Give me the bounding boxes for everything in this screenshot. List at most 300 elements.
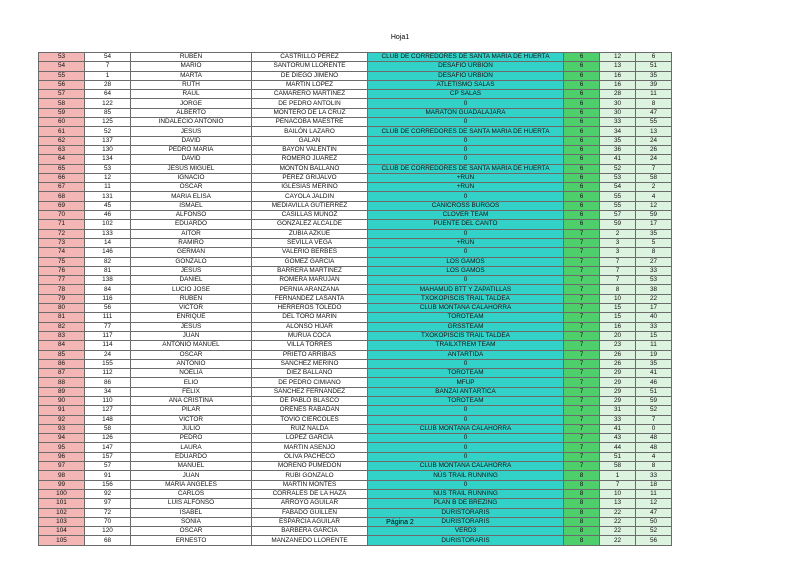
bib-number-cell: 11	[85, 183, 131, 192]
bib-number-cell: 110	[85, 396, 131, 405]
first-name-cell: ANTONIO MANUEL	[131, 341, 252, 350]
surname-cell: PEÑACOBA MAESTRE	[252, 118, 368, 127]
hours-cell: 7	[564, 285, 600, 294]
table-row	[39, 378, 672, 387]
hours-cell: 6	[564, 164, 600, 173]
table-row	[39, 415, 672, 424]
table-row	[39, 173, 672, 182]
seconds-cell: 53	[636, 276, 672, 285]
hours-cell: 6	[564, 118, 600, 127]
club-cell: PLAN B DE BREZING	[368, 499, 564, 508]
hours-cell: 6	[564, 99, 600, 108]
bib-number-cell: 58	[85, 424, 131, 433]
first-name-cell: CARLOS	[131, 489, 252, 498]
position-cell: 54	[39, 62, 85, 71]
club-cell: CANICROSS BURGOS	[368, 201, 564, 210]
seconds-cell: 11	[636, 489, 672, 498]
hours-cell: 6	[564, 80, 600, 89]
table-row	[39, 164, 672, 173]
surname-cell: BARBERA GARCÍA	[252, 527, 368, 536]
surname-cell: CASILLAS MUÑOZ	[252, 211, 368, 220]
minutes-cell: 13	[600, 499, 636, 508]
minutes-cell: 15	[600, 313, 636, 322]
first-name-cell: PEDRO MARIA	[131, 145, 252, 154]
seconds-cell: 26	[636, 145, 672, 154]
hours-cell: 8	[564, 499, 600, 508]
hours-cell: 6	[564, 136, 600, 145]
table-row	[39, 499, 672, 508]
minutes-cell: 33	[600, 415, 636, 424]
position-cell: 92	[39, 415, 85, 424]
first-name-cell: PEDRO	[131, 434, 252, 443]
bib-number-cell: 54	[85, 53, 131, 62]
table-row	[39, 211, 672, 220]
club-cell: ATLETISMO SALAS	[368, 80, 564, 89]
minutes-cell: 8	[600, 285, 636, 294]
club-cell: DURISTORARIS	[368, 517, 564, 526]
first-name-cell: MARIO	[131, 62, 252, 71]
surname-cell: ROMERA MARUJAN	[252, 276, 368, 285]
seconds-cell: 7	[636, 415, 672, 424]
table-row	[39, 536, 672, 545]
bib-number-cell: 122	[85, 99, 131, 108]
table-row	[39, 471, 672, 480]
first-name-cell: RUTH	[131, 80, 252, 89]
table-row	[39, 248, 672, 257]
club-cell: CLUB MONTAÑA CALAHORRA	[368, 462, 564, 471]
bib-number-cell: 45	[85, 201, 131, 210]
minutes-cell: 7	[600, 266, 636, 275]
position-cell: 87	[39, 369, 85, 378]
hours-cell: 8	[564, 536, 600, 545]
surname-cell: DE PEDRO CIMIANO	[252, 378, 368, 387]
club-cell: BANZAI ANTÁRTICA	[368, 387, 564, 396]
position-cell: 94	[39, 434, 85, 443]
first-name-cell: JUAN	[131, 471, 252, 480]
hours-cell: 7	[564, 322, 600, 331]
first-name-cell: VICTOR	[131, 415, 252, 424]
table-row	[39, 396, 672, 405]
position-cell: 62	[39, 136, 85, 145]
minutes-cell: 12	[600, 53, 636, 62]
position-cell: 100	[39, 489, 85, 498]
minutes-cell: 31	[600, 406, 636, 415]
seconds-cell: 56	[636, 536, 672, 545]
surname-cell: MEDIAVILLA GUTIERREZ	[252, 201, 368, 210]
position-cell: 82	[39, 322, 85, 331]
table-row	[39, 304, 672, 313]
surname-cell: GÓMEZ GARCÍA	[252, 257, 368, 266]
bib-number-cell: 146	[85, 248, 131, 257]
surname-cell: DE PABLO BLASCO	[252, 396, 368, 405]
position-cell: 90	[39, 396, 85, 405]
minutes-cell: 30	[600, 108, 636, 117]
position-cell: 81	[39, 313, 85, 322]
hours-cell: 7	[564, 238, 600, 247]
first-name-cell: ALFONSO	[131, 211, 252, 220]
position-cell: 88	[39, 378, 85, 387]
bib-number-cell: 12	[85, 173, 131, 182]
surname-cell: MARTIN ASENJO	[252, 443, 368, 452]
table-row	[39, 294, 672, 303]
first-name-cell: JUAN	[131, 331, 252, 340]
first-name-cell: PILAR	[131, 406, 252, 415]
position-cell: 89	[39, 387, 85, 396]
hours-cell: 7	[564, 359, 600, 368]
seconds-cell: 59	[636, 396, 672, 405]
minutes-cell: 57	[600, 211, 636, 220]
surname-cell: BAILÓN LAZARO	[252, 127, 368, 136]
table-row	[39, 80, 672, 89]
hours-cell: 7	[564, 424, 600, 433]
seconds-cell: 4	[636, 452, 672, 461]
minutes-cell: 54	[600, 183, 636, 192]
position-cell: 78	[39, 285, 85, 294]
club-cell: TRAILXTREM TEAM	[368, 341, 564, 350]
minutes-cell: 16	[600, 71, 636, 80]
first-name-cell: JESÚS	[131, 322, 252, 331]
club-cell: GRSSTEAM	[368, 322, 564, 331]
minutes-cell: 20	[600, 331, 636, 340]
minutes-cell: 10	[600, 294, 636, 303]
first-name-cell: AITOR	[131, 229, 252, 238]
position-cell: 105	[39, 536, 85, 545]
hours-cell: 6	[564, 53, 600, 62]
position-cell: 80	[39, 304, 85, 313]
position-cell: 85	[39, 350, 85, 359]
minutes-cell: 33	[600, 118, 636, 127]
surname-cell: MARTIN LÓPEZ	[252, 80, 368, 89]
table-row	[39, 257, 672, 266]
first-name-cell: GERMAN	[131, 248, 252, 257]
hours-cell: 7	[564, 313, 600, 322]
club-cell: TOROTEAM	[368, 396, 564, 405]
seconds-cell: 7	[636, 164, 672, 173]
first-name-cell: JORGE	[131, 99, 252, 108]
club-cell: MAHAMUD BTT Y ZAPATILLAS	[368, 285, 564, 294]
table-row	[39, 266, 672, 275]
bib-number-cell: 126	[85, 434, 131, 443]
seconds-cell: 48	[636, 434, 672, 443]
hours-cell: 7	[564, 248, 600, 257]
seconds-cell: 46	[636, 378, 672, 387]
bib-number-cell: 64	[85, 90, 131, 99]
first-name-cell: ANTONIO	[131, 359, 252, 368]
position-cell: 76	[39, 266, 85, 275]
hours-cell: 6	[564, 108, 600, 117]
club-cell: 0	[368, 136, 564, 145]
hours-cell: 7	[564, 257, 600, 266]
club-cell: CP SALAS	[368, 90, 564, 99]
bib-number-cell: 92	[85, 489, 131, 498]
position-cell: 73	[39, 238, 85, 247]
club-cell: LOS GAMOS	[368, 266, 564, 275]
minutes-cell: 35	[600, 136, 636, 145]
hours-cell: 6	[564, 220, 600, 229]
hours-cell: 8	[564, 489, 600, 498]
club-cell: CLUB MONTAÑA CALAHORRA	[368, 424, 564, 433]
seconds-cell: 51	[636, 387, 672, 396]
hours-cell: 8	[564, 471, 600, 480]
first-name-cell: ENRIQUE	[131, 313, 252, 322]
hours-cell: 7	[564, 406, 600, 415]
bib-number-cell: 127	[85, 406, 131, 415]
first-name-cell: JESUS MIGUEL	[131, 164, 252, 173]
seconds-cell: 51	[636, 62, 672, 71]
bib-number-cell: 147	[85, 443, 131, 452]
bib-number-cell: 14	[85, 238, 131, 247]
position-cell: 67	[39, 183, 85, 192]
bib-number-cell: 1	[85, 71, 131, 80]
seconds-cell: 5	[636, 238, 672, 247]
bib-number-cell: 157	[85, 452, 131, 461]
bib-number-cell: 28	[85, 80, 131, 89]
table-row	[39, 136, 672, 145]
surname-cell: RUIZ NALDA	[252, 424, 368, 433]
table-row	[39, 452, 672, 461]
surname-cell: ARROYO AGUILAR	[252, 499, 368, 508]
first-name-cell: EDUARDO	[131, 452, 252, 461]
minutes-cell: 10	[600, 489, 636, 498]
club-cell: 0	[368, 415, 564, 424]
seconds-cell: 12	[636, 201, 672, 210]
club-cell: DESAFIO URBION	[368, 62, 564, 71]
surname-cell: CAYOLA JALDIN	[252, 192, 368, 201]
minutes-cell: 34	[600, 127, 636, 136]
bib-number-cell: 133	[85, 229, 131, 238]
position-cell: 96	[39, 452, 85, 461]
table-row	[39, 220, 672, 229]
seconds-cell: 59	[636, 211, 672, 220]
seconds-cell: 17	[636, 220, 672, 229]
surname-cell: MARTÍN MONTES	[252, 480, 368, 489]
bib-number-cell: 85	[85, 108, 131, 117]
bib-number-cell: 120	[85, 527, 131, 536]
minutes-cell: 16	[600, 322, 636, 331]
seconds-cell: 11	[636, 90, 672, 99]
hours-cell: 7	[564, 304, 600, 313]
position-cell: 93	[39, 424, 85, 433]
position-cell: 71	[39, 220, 85, 229]
hours-cell: 7	[564, 452, 600, 461]
minutes-cell: 28	[600, 90, 636, 99]
seconds-cell: 27	[636, 257, 672, 266]
bib-number-cell: 91	[85, 471, 131, 480]
club-cell: 0	[368, 192, 564, 201]
hours-cell: 7	[564, 415, 600, 424]
first-name-cell: ANA CRISTINA	[131, 396, 252, 405]
surname-cell: SÁNCHEZ FERNÁNDEZ	[252, 387, 368, 396]
seconds-cell: 18	[636, 480, 672, 489]
minutes-cell: 52	[600, 164, 636, 173]
minutes-cell: 55	[600, 192, 636, 201]
first-name-cell: LUIS ALFONSO	[131, 499, 252, 508]
surname-cell: ROMERO JUAREZ	[252, 155, 368, 164]
hours-cell: 8	[564, 508, 600, 517]
seconds-cell: 24	[636, 155, 672, 164]
first-name-cell: ÓSCAR	[131, 527, 252, 536]
seconds-cell: 47	[636, 108, 672, 117]
first-name-cell: DANIEL	[131, 276, 252, 285]
first-name-cell: GONZALO	[131, 257, 252, 266]
surname-cell: DE DIEGO JIMENO	[252, 71, 368, 80]
position-cell: 55	[39, 71, 85, 80]
table-row	[39, 313, 672, 322]
first-name-cell: OSCAR	[131, 350, 252, 359]
table-row	[39, 350, 672, 359]
table-row	[39, 406, 672, 415]
club-cell: DURISTORARIS	[368, 508, 564, 517]
minutes-cell: 26	[600, 359, 636, 368]
bib-number-cell: 81	[85, 266, 131, 275]
table-row	[39, 201, 672, 210]
table-row	[39, 99, 672, 108]
club-cell: +RUN	[368, 173, 564, 182]
hours-cell: 7	[564, 341, 600, 350]
position-cell: 98	[39, 471, 85, 480]
first-name-cell: VICTOR	[131, 304, 252, 313]
first-name-cell: RAMIRO	[131, 238, 252, 247]
table-row	[39, 322, 672, 331]
club-cell: CLUB DE CORREDORES DE SANTA MARIA DE HUERTA	[368, 127, 564, 136]
position-cell: 69	[39, 201, 85, 210]
bib-number-cell: 77	[85, 322, 131, 331]
minutes-cell: 58	[600, 462, 636, 471]
minutes-cell: 51	[600, 452, 636, 461]
surname-cell: TOVIO CIERCOLES	[252, 415, 368, 424]
hours-cell: 6	[564, 201, 600, 210]
hours-cell: 7	[564, 396, 600, 405]
bib-number-cell: 131	[85, 192, 131, 201]
first-name-cell: ELIO	[131, 378, 252, 387]
bib-number-cell: 72	[85, 508, 131, 517]
bib-number-cell: 82	[85, 257, 131, 266]
surname-cell: GONZÁLEZ ALCALDE	[252, 220, 368, 229]
hours-cell: 6	[564, 90, 600, 99]
bib-number-cell: 70	[85, 517, 131, 526]
seconds-cell: 35	[636, 359, 672, 368]
hours-cell: 7	[564, 443, 600, 452]
minutes-cell: 43	[600, 434, 636, 443]
seconds-cell: 33	[636, 322, 672, 331]
first-name-cell: NOELIA	[131, 369, 252, 378]
minutes-cell: 1	[600, 471, 636, 480]
club-cell: DURISTORARIS	[368, 536, 564, 545]
club-cell: +RUN	[368, 183, 564, 192]
surname-cell: ESPARCIA AGUILAR	[252, 517, 368, 526]
first-name-cell: JESUS	[131, 127, 252, 136]
first-name-cell: MANUEL	[131, 462, 252, 471]
seconds-cell: 58	[636, 173, 672, 182]
hours-cell: 6	[564, 173, 600, 182]
seconds-cell: 35	[636, 229, 672, 238]
minutes-cell: 29	[600, 387, 636, 396]
first-name-cell: ISABEL	[131, 508, 252, 517]
seconds-cell: 40	[636, 313, 672, 322]
seconds-cell: 22	[636, 294, 672, 303]
seconds-cell: 2	[636, 183, 672, 192]
bib-number-cell: 52	[85, 127, 131, 136]
bib-number-cell: 57	[85, 462, 131, 471]
club-cell: TOROTEAM	[368, 313, 564, 322]
club-cell: 0	[368, 406, 564, 415]
first-name-cell: RUBÉN	[131, 53, 252, 62]
table-row	[39, 462, 672, 471]
surname-cell: MURUA COCA	[252, 331, 368, 340]
minutes-cell: 2	[600, 229, 636, 238]
table-row	[39, 480, 672, 489]
club-cell: TXOKOPISCIS TRAIL TALDEA	[368, 294, 564, 303]
club-cell: 0	[368, 359, 564, 368]
surname-cell: PRIETO ARRIBAS	[252, 350, 368, 359]
seconds-cell: 52	[636, 527, 672, 536]
position-cell: 68	[39, 192, 85, 201]
position-cell: 57	[39, 90, 85, 99]
surname-cell: VILLA TORRES	[252, 341, 368, 350]
position-cell: 79	[39, 294, 85, 303]
hours-cell: 6	[564, 192, 600, 201]
seconds-cell: 52	[636, 406, 672, 415]
minutes-cell: 7	[600, 257, 636, 266]
club-cell: DESAFIO URBION	[368, 71, 564, 80]
club-cell: NÚS TRAIL RUNNING	[368, 489, 564, 498]
hours-cell: 7	[564, 387, 600, 396]
hours-cell: 6	[564, 127, 600, 136]
hours-cell: 8	[564, 480, 600, 489]
table-row	[39, 155, 672, 164]
club-cell: 0	[368, 145, 564, 154]
bib-number-cell: 148	[85, 415, 131, 424]
bib-number-cell: 117	[85, 331, 131, 340]
seconds-cell: 13	[636, 127, 672, 136]
seconds-cell: 35	[636, 71, 672, 80]
seconds-cell: 12	[636, 499, 672, 508]
minutes-cell: 59	[600, 220, 636, 229]
surname-cell: FABADO GUILLÉN	[252, 508, 368, 517]
hours-cell: 7	[564, 294, 600, 303]
club-cell: 0	[368, 118, 564, 127]
club-cell: CLUB DE CORREDORES DE SANTA MARIA DE HUERTA	[368, 53, 564, 62]
minutes-cell: 3	[600, 238, 636, 247]
bib-number-cell: 125	[85, 118, 131, 127]
hours-cell: 7	[564, 266, 600, 275]
minutes-cell: 55	[600, 201, 636, 210]
table-row	[39, 127, 672, 136]
first-name-cell: ISMAEL	[131, 201, 252, 210]
bib-number-cell: 86	[85, 378, 131, 387]
bib-number-cell: 114	[85, 341, 131, 350]
table-row	[39, 387, 672, 396]
seconds-cell: 8	[636, 462, 672, 471]
club-cell: CLUB DE CORREDORES DE SANTA MARIA DE HUERTA	[368, 164, 564, 173]
position-cell: 104	[39, 527, 85, 536]
table-row	[39, 145, 672, 154]
first-name-cell: SONIA	[131, 517, 252, 526]
surname-cell: OLIVA PACHECO	[252, 452, 368, 461]
first-name-cell: JESUS	[131, 266, 252, 275]
club-cell: PUENTE DEL CANTO	[368, 220, 564, 229]
position-cell: 70	[39, 211, 85, 220]
position-cell: 95	[39, 443, 85, 452]
hours-cell: 6	[564, 62, 600, 71]
bib-number-cell: 102	[85, 220, 131, 229]
club-cell: 0	[368, 480, 564, 489]
first-name-cell: JULIO	[131, 424, 252, 433]
first-name-cell: ALBERTO	[131, 108, 252, 117]
minutes-cell: 44	[600, 443, 636, 452]
table-row	[39, 238, 672, 247]
minutes-cell: 26	[600, 350, 636, 359]
